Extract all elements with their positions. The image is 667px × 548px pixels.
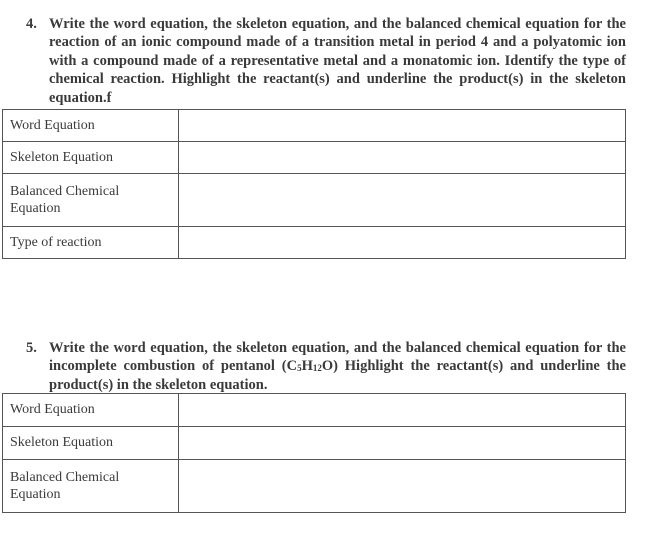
- answer-cell[interactable]: [179, 227, 626, 259]
- table-row: [3, 110, 626, 142]
- answer-table-4: [2, 109, 626, 259]
- question-text-part: Write the word equation, the skeleton equation, and the balanced chemical equation for the incomplete combustion of pentanol (C: [49, 340, 626, 375]
- table-row: [3, 227, 626, 259]
- row-label: Word Equation: [3, 394, 179, 427]
- question-5: [26, 339, 626, 394]
- row-label: Type of reaction: [3, 227, 179, 259]
- row-label: Balanced Chemical Equation: [3, 174, 179, 227]
- table-row: [3, 427, 626, 460]
- answer-table-5: [2, 393, 626, 513]
- answer-cell[interactable]: [179, 460, 626, 513]
- question-number: 5.: [26, 340, 37, 356]
- table-row: [3, 142, 626, 174]
- answer-cell[interactable]: [179, 174, 626, 227]
- question-text: Write the word equation, the skeleton equation, and the balanced chemical equation for the reaction of an ionic compound made of a transition metal in period 4 and a polyatomic ion with a compound made of a representative metal and a monatomic ion. Identify the type of chemical reaction. Highlight the reactant(s) and underline the product(s) in the skeleton equation.f: [49, 16, 626, 106]
- answer-cell[interactable]: [179, 394, 626, 427]
- table-row: [3, 460, 626, 513]
- answer-cell[interactable]: [179, 142, 626, 174]
- question-text: [49, 339, 626, 394]
- question-text-part: O) Highlight the reactant(s) and underline the product(s) in the skeleton equation.: [49, 358, 626, 393]
- table-row: [3, 394, 626, 427]
- subscript-5: 5: [297, 363, 302, 374]
- row-label: Word Equation: [3, 110, 179, 142]
- table-row: [3, 174, 626, 227]
- row-label: Skeleton Equation: [3, 427, 179, 460]
- answer-cell[interactable]: [179, 110, 626, 142]
- question-4: [26, 15, 626, 107]
- answer-cell[interactable]: [179, 427, 626, 460]
- question-text-part: H: [301, 358, 313, 375]
- question-number: 4.: [26, 16, 37, 32]
- subscript-12: 12: [312, 363, 322, 374]
- row-label: Balanced Chemical Equation: [3, 460, 179, 513]
- row-label: Skeleton Equation: [3, 142, 179, 174]
